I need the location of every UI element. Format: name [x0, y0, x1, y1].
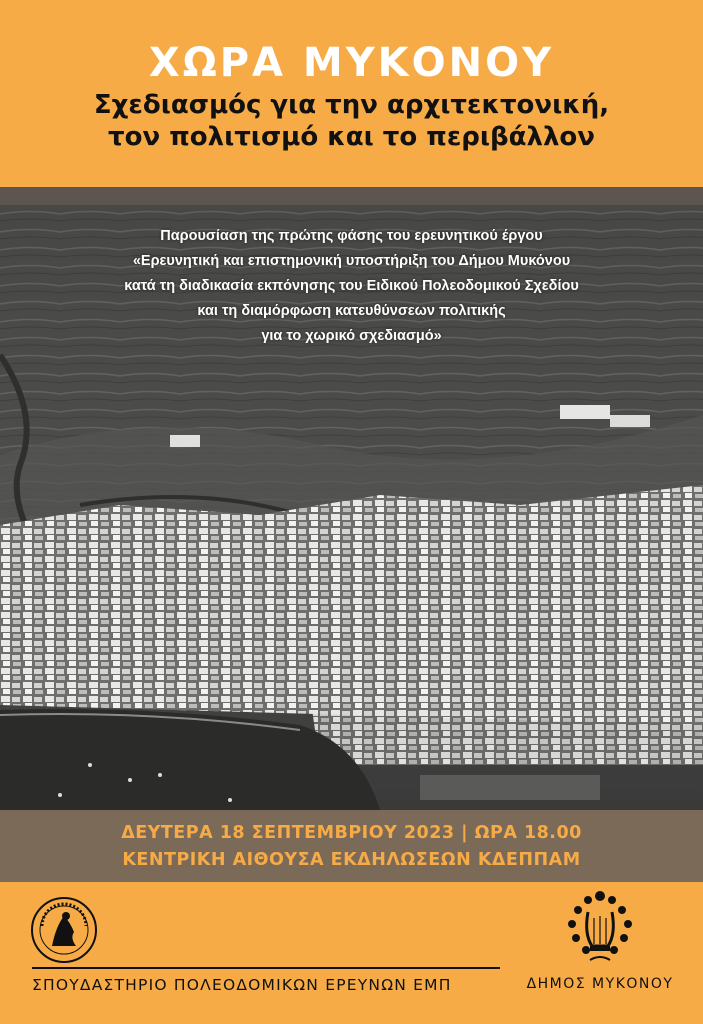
event-band: [0, 810, 703, 882]
poster-header: [0, 0, 703, 187]
divider-band: [0, 187, 703, 205]
subtitle-line-1: Σχεδιασμός για την αρχιτεκτονική,: [93, 90, 610, 120]
subtitle-line-2: τον πολιτισμό και το περιβάλλον: [107, 122, 595, 152]
intro-line-2: «Ερευνητική και επιστημονική υποστήριξη του Δήμου Μυκόνου: [132, 253, 571, 269]
intro-line-1: Παρουσίαση της πρώτης φάσης του ερευνητικού έργου: [160, 228, 543, 244]
poster-subtitle: [0, 89, 703, 153]
ntua-seal-icon: [30, 896, 98, 964]
project-intro: [40, 224, 663, 349]
intro-line-4: και τη διαμόρφωση κατευθύνσεων πολιτικής: [197, 303, 506, 319]
mykonos-municipality-lyre-icon: [560, 886, 640, 964]
school-name: ΣΠΟΥΔΑΣΤΗΡΙΟ ΠΟΛΕΟΔΟΜΙΚΩΝ ΕΡΕΥΝΩΝ ΕΜΠ: [32, 976, 452, 994]
intro-line-3: κατά τη διαδικασία εκπόνησης του Ειδικού Πολεοδομικού Σχεδίου: [124, 278, 579, 294]
event-date-time: ΔΕΥΤΕΡΑ 18 ΣΕΠΤΕΜΒΡΙΟΥ 2023 | ΩΡΑ 18.00: [121, 823, 582, 843]
footer-rule: [32, 967, 500, 969]
municipality-name: ΔΗΜΟΣ ΜΥΚΟΝΟΥ: [526, 976, 674, 992]
poster-title: ΧΩΡΑ ΜΥΚΟΝΟΥ: [148, 40, 555, 86]
event-place: ΚΕΝΤΡΙΚΗ ΑΙΘΟΥΣΑ ΕΚΔΗΛΩΣΕΩΝ ΚΔΕΠΠΑΜ: [122, 850, 581, 870]
intro-line-5: για το χωρικό σχεδιασμό»: [261, 328, 442, 344]
